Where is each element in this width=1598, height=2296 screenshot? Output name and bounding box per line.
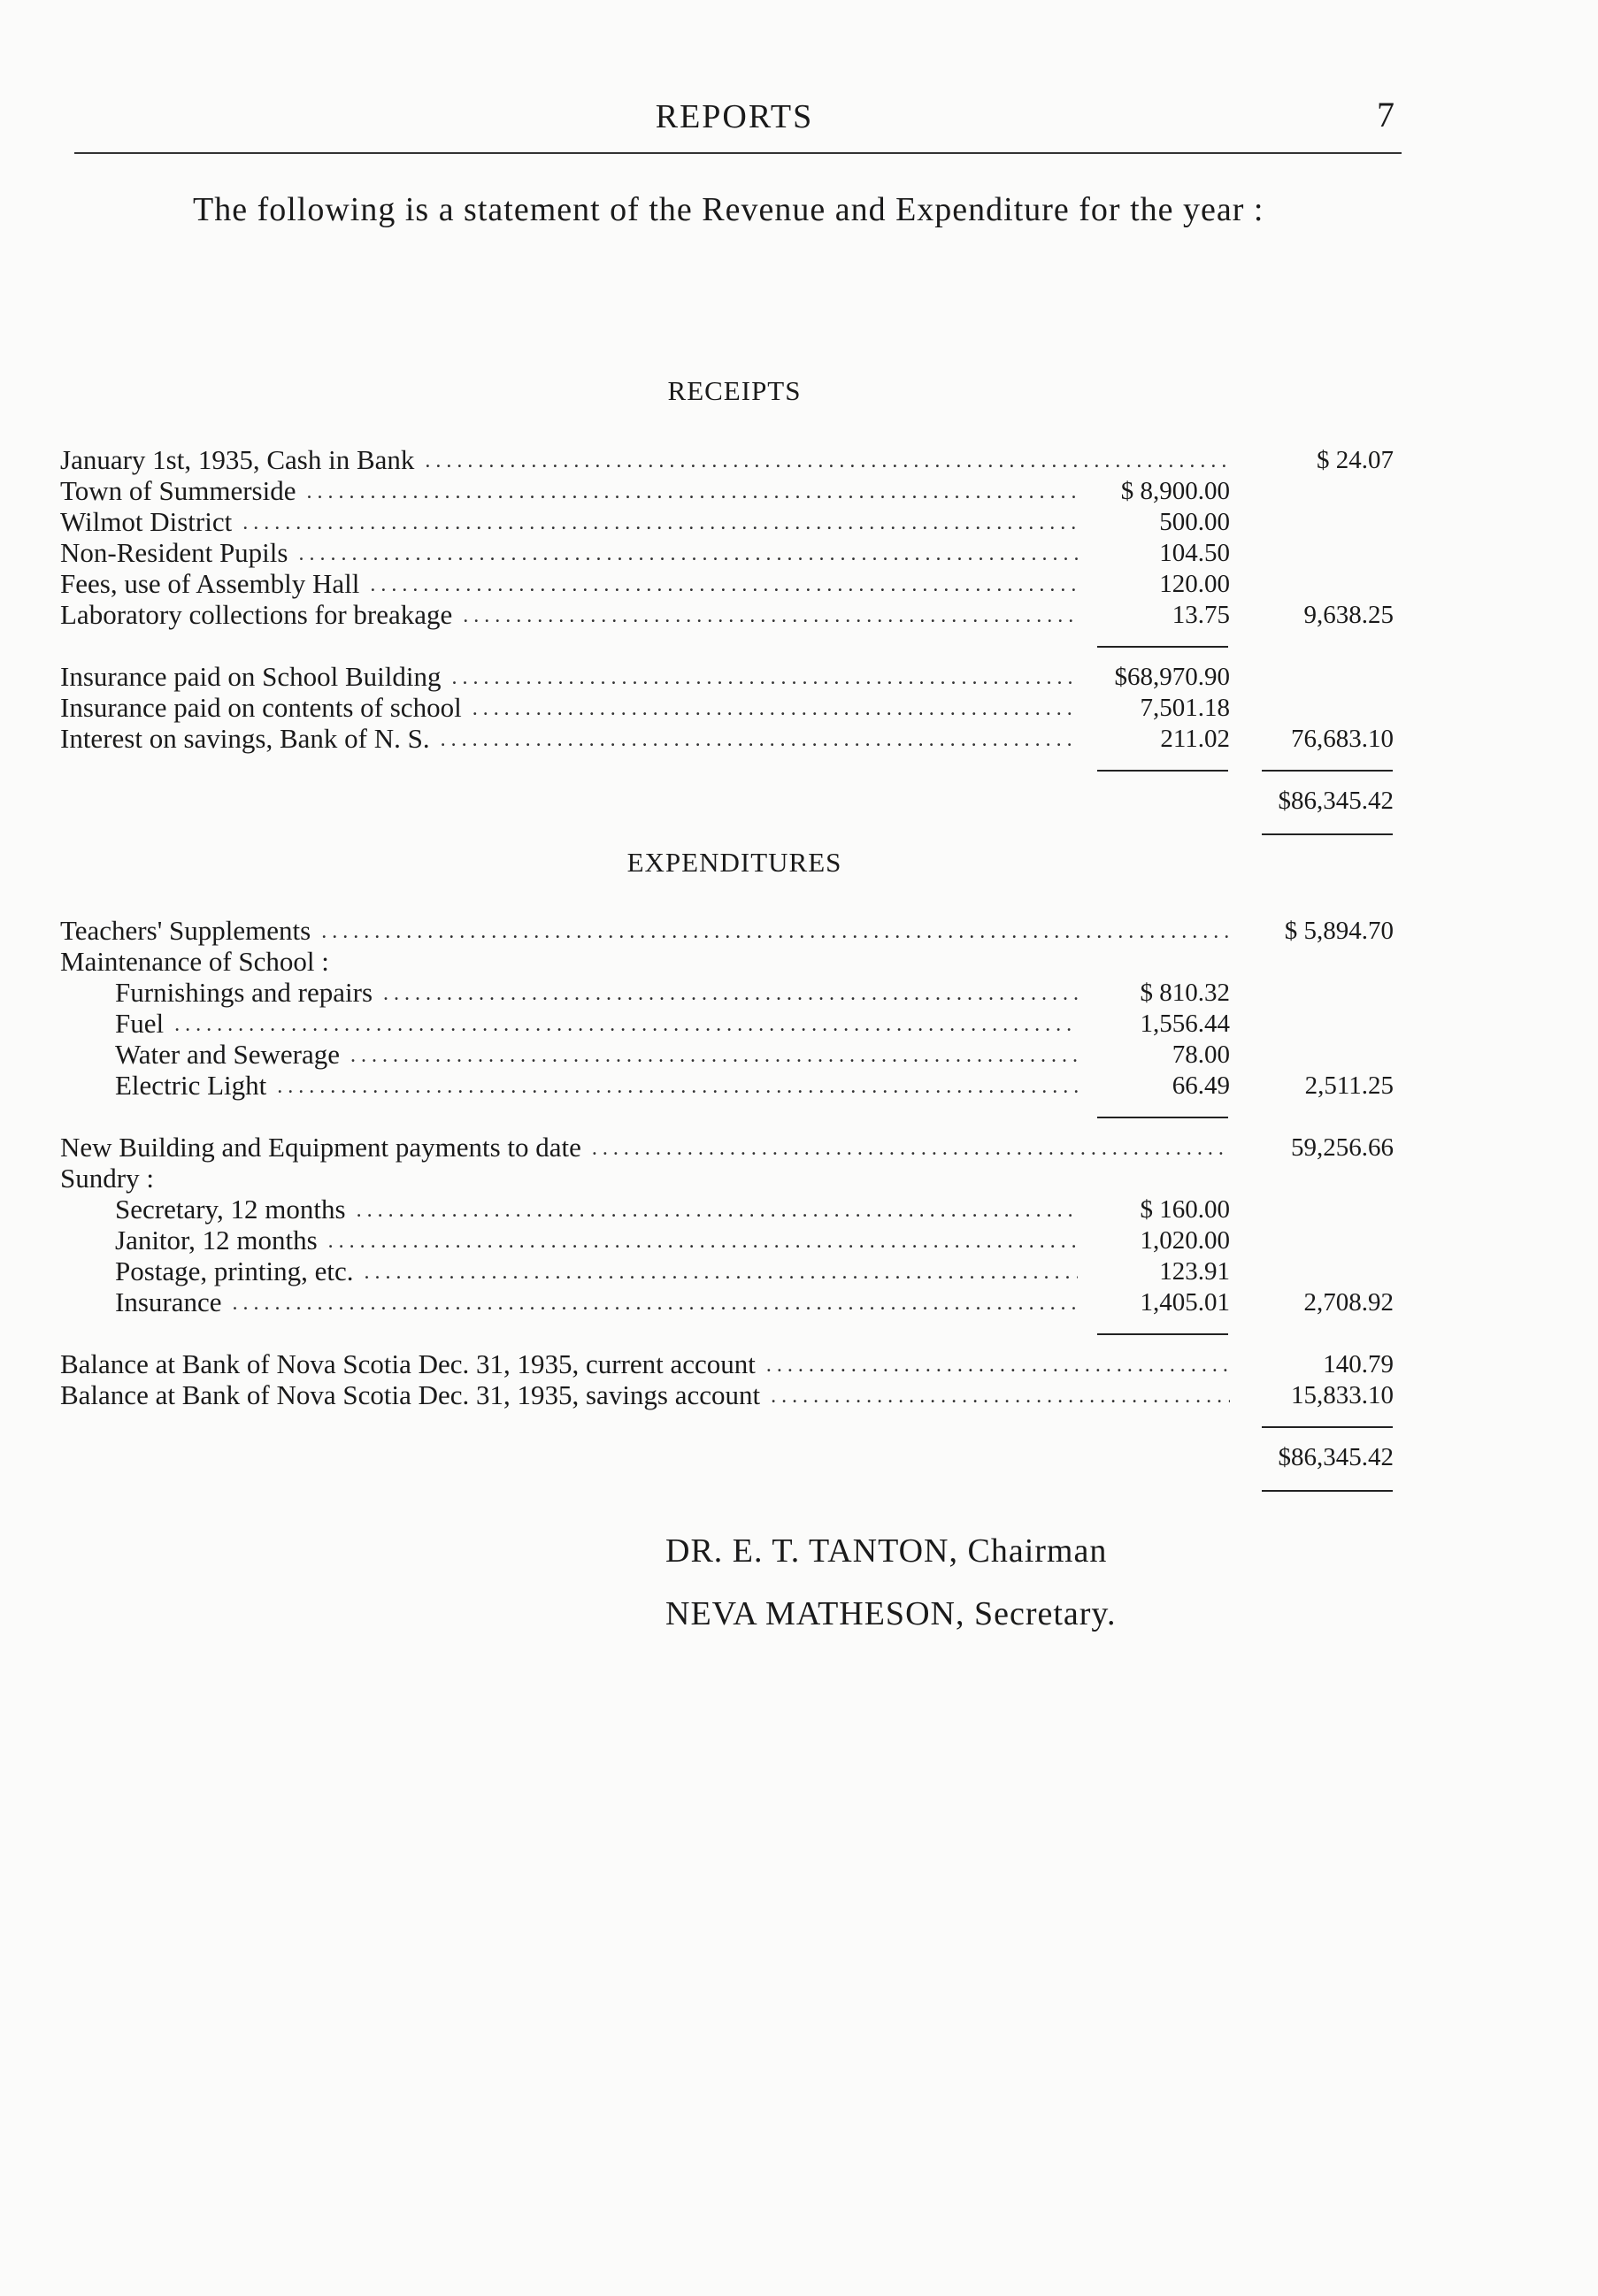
dot-leader [350, 1040, 1078, 1071]
receipt-line-cash [60, 444, 1230, 476]
maintenance-line [115, 1070, 1078, 1102]
dot-leader [463, 600, 1078, 632]
maintenance-label-line [60, 946, 1230, 978]
dot-leader [383, 978, 1078, 1010]
running-header-title: REPORTS [655, 98, 814, 135]
sundry-amount: 1,020.00 [1140, 1226, 1230, 1255]
balance-line [60, 1348, 1230, 1380]
receipt-line [60, 506, 1078, 538]
dot-leader [364, 1256, 1078, 1288]
line-label: Postage, printing, etc. [115, 1256, 354, 1286]
dot-leader [771, 1380, 1230, 1412]
dot-leader [766, 1349, 1230, 1381]
maintenance-amount: 78.00 [1172, 1040, 1230, 1069]
maintenance-line [115, 977, 1078, 1009]
receipt-amount: 7,501.18 [1140, 694, 1230, 722]
page-number: 7 [1377, 95, 1394, 134]
receipt-amount: 211.02 [1160, 725, 1230, 753]
line-label: Maintenance of School : [60, 946, 329, 977]
line-label: Electric Light [115, 1070, 267, 1101]
grand-total-rule [1262, 833, 1393, 835]
receipts-heading: RECEIPTS [667, 375, 802, 406]
dot-leader [321, 916, 1230, 948]
line-label: Insurance [115, 1286, 222, 1317]
balance-amount: 140.79 [1323, 1350, 1394, 1378]
sundry-line [115, 1225, 1078, 1256]
sundry-line [115, 1256, 1078, 1287]
receipt-subtotal: 76,683.10 [1291, 725, 1394, 753]
total-rule [1262, 770, 1393, 772]
receipt-amount: $ 8,900.00 [1120, 477, 1230, 505]
receipt-line [60, 537, 1078, 569]
line-label: New Building and Equipment payments to date [60, 1132, 581, 1163]
receipt-cash-total: $ 24.07 [1317, 446, 1394, 474]
expenditure-total: 59,256.66 [1291, 1133, 1394, 1162]
sundry-label-line [60, 1163, 1230, 1194]
maintenance-subtotal: 2,511.25 [1304, 1071, 1394, 1100]
dot-leader [592, 1133, 1230, 1164]
balance-line [60, 1379, 1230, 1411]
sundry-amount: $ 160.00 [1140, 1195, 1230, 1224]
expenditure-total: $ 5,894.70 [1284, 917, 1394, 945]
receipt-subtotal: 9,638.25 [1303, 601, 1394, 629]
dot-leader [441, 724, 1078, 756]
receipt-line [60, 475, 1078, 507]
dot-leader [306, 476, 1078, 508]
line-label: Furnishings and repairs [115, 977, 373, 1008]
dot-leader [357, 1194, 1078, 1226]
maintenance-line [115, 1039, 1078, 1071]
signature-secretary: NEVA MATHESON, Secretary. [665, 1595, 1117, 1632]
line-label: Insurance paid on contents of school [60, 692, 462, 723]
receipt-amount: $68,970.90 [1114, 663, 1230, 691]
receipt-amount: 13.75 [1172, 601, 1230, 629]
expenditures-heading: EXPENDITURES [626, 847, 842, 878]
subtotal-rule [1097, 1117, 1228, 1118]
line-label: Sundry : [60, 1163, 154, 1194]
dot-leader [174, 1009, 1078, 1040]
dot-leader [328, 1225, 1078, 1257]
line-label: Water and Sewerage [115, 1039, 340, 1070]
dot-leader [242, 507, 1078, 539]
maintenance-amount: $ 810.32 [1140, 979, 1230, 1007]
maintenance-line [115, 1008, 1078, 1040]
receipt-line [60, 568, 1078, 600]
sundry-amount: 1,405.01 [1140, 1288, 1230, 1317]
grand-total-rule [1262, 1490, 1393, 1492]
sundry-line [115, 1286, 1078, 1318]
line-label: Teachers' Supplements [60, 915, 311, 946]
subtotal-rule [1097, 646, 1228, 648]
header-rule [74, 152, 1402, 154]
line-label: Janitor, 12 months [115, 1225, 318, 1256]
receipt-line [60, 661, 1078, 693]
receipt-amount: 120.00 [1159, 570, 1230, 598]
dot-leader [277, 1071, 1078, 1102]
line-label: Balance at Bank of Nova Scotia Dec. 31, 1935, savings account [60, 1379, 761, 1410]
sundry-subtotal: 2,708.92 [1303, 1288, 1394, 1317]
receipt-line [60, 599, 1078, 631]
receipts-grand-total: $86,345.42 [1278, 787, 1394, 815]
intro-paragraph [71, 188, 1398, 232]
line-label: Town of Summerside [60, 475, 296, 506]
line-label: Non-Resident Pupils [60, 537, 288, 568]
line-label: Interest on savings, Bank of N. S. [60, 723, 430, 754]
line-label: Laboratory collections for breakage [60, 599, 453, 630]
maintenance-amount: 66.49 [1172, 1071, 1230, 1100]
line-label: Insurance paid on School Building [60, 661, 442, 692]
subtotal-rule [1097, 770, 1228, 772]
sundry-amount: 123.91 [1159, 1257, 1230, 1286]
expenditure-line-teachers [60, 915, 1230, 947]
expenditure-line-new-building [60, 1132, 1230, 1163]
subtotal-rule [1097, 1333, 1228, 1335]
line-label: Secretary, 12 months [115, 1194, 346, 1225]
line-label: Fees, use of Assembly Hall [60, 568, 360, 599]
receipt-line [60, 692, 1078, 724]
line-label: Balance at Bank of Nova Scotia Dec. 31, 1935, current account [60, 1348, 756, 1379]
line-label: Wilmot District [60, 506, 233, 537]
expenditures-grand-total: $86,345.42 [1278, 1443, 1394, 1471]
total-rule [1262, 1426, 1393, 1428]
signature-chairman: DR. E. T. TANTON, Chairman [665, 1532, 1108, 1570]
dot-leader [298, 538, 1078, 570]
dot-leader [233, 1287, 1079, 1319]
receipt-amount: 500.00 [1159, 508, 1230, 536]
line-label: Fuel [115, 1008, 165, 1039]
balance-amount: 15,833.10 [1291, 1381, 1394, 1409]
dot-leader [472, 693, 1078, 725]
receipt-amount: 104.50 [1159, 539, 1230, 567]
dot-leader [452, 662, 1079, 694]
maintenance-amount: 1,556.44 [1140, 1010, 1230, 1038]
dot-leader [370, 569, 1078, 601]
intro-text: The following is a statement of the Revenue and Expenditure for the year : [193, 191, 1264, 228]
receipt-line [60, 723, 1078, 755]
line-label: January 1st, 1935, Cash in Bank [60, 444, 415, 475]
sundry-line [115, 1194, 1078, 1225]
dot-leader [425, 445, 1230, 477]
